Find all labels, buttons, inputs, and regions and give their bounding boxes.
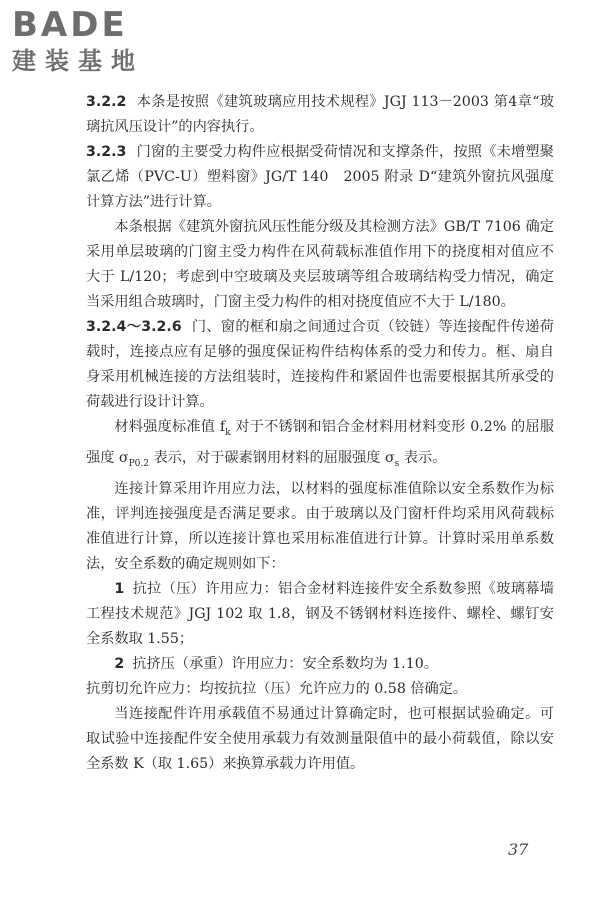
item-text: 抗挤压（承重）许用应力：安全系数均为 1.10。: [132, 655, 438, 672]
page-number: 37: [508, 840, 529, 859]
fk-subscript: k: [225, 427, 231, 438]
section-number: 3.2.2: [86, 94, 127, 110]
logo-text-cn: 建装基地: [12, 47, 144, 75]
bade-logo: [12, 6, 182, 86]
test-paragraph: 当连接配件许用承载值不易通过计算确定时，也可根据试验确定。可取试验中连接配件安全使用承载力有效测量限值中的最小荷载值，除以安全系数 K（取 1.65）来换算承载力许用值。: [86, 705, 554, 772]
section-3-2-4-to-3-2-6: [86, 315, 554, 415]
sigma-p02-subscript: P0.2: [128, 458, 149, 469]
section-text: 门、窗的框和扇之间通过合页（铰链）等连接配件传递荷载时，连接点应有足够的强度保证构件结构体系的受力和传力。框、扇自身采用机械连接的方法组装时，连接构件和紧固件也需要根据其所承受的荷载进行设计计算。: [86, 319, 554, 410]
deflection-paragraph: 本条根据《建筑外窗抗风压性能分级及其检测方法》GB/T 7106 确定采用单层玻璃的门窗主受力构件在风荷载标准值作用下的挠度相对值应不大于 L/120；考虑到中空玻璃及夹层玻璃等组合玻璃结构受力情况，确定当采用组合玻璃时，门窗主受力构件的相对挠度值应不大于 L/180。: [86, 219, 554, 310]
document-body: [86, 90, 554, 777]
item-number: 1: [114, 580, 125, 597]
section-number: 3.2.4～3.2.6: [86, 319, 182, 335]
item-number: 2: [114, 655, 125, 672]
strength-paragraph: 材料强度标准值 $f_k$ 对于不锈钢和铝合金材料用材料变形 0.2% 的屈服强度 $\sigma_{P0.2}$ 表示，对于碳素钢用材料的屈服强度 $\sigma_s$ 表示。: [86, 419, 555, 469]
item-text: 抗拉（压）许用应力：铝合金材料连接件安全系数参照《玻璃幕墙工程技术规范》JGJ 102 取 1.8，钢及不锈钢材料连接件、螺栓、螺钉安全系数取 1.55；: [86, 580, 554, 647]
section-text: 门窗的主要受力构件应根据受荷情况和支撑条件，按照《未增塑聚氯乙烯（PVC-U）塑料窗》JG/T 140 2005 附录 D“建筑外窗抗风强度计算方法”进行计算。: [86, 144, 554, 210]
sigma-s-subscript: s: [394, 458, 400, 469]
section-3-2-3: [86, 140, 554, 215]
logo-text-en: BADE: [12, 5, 128, 45]
section-3-2-2: [86, 90, 554, 140]
rule-item-1: [86, 577, 554, 652]
section-text: 本条是按照《建筑玻璃应用技术规程》JGJ 113－2003 第4章“玻璃抗风压设计”的内容执行。: [86, 94, 554, 135]
section-number: 3.2.3: [86, 144, 127, 160]
shear-paragraph: 抗剪切允许应力：均按抗拉（压）允许应力的 0.58 倍确定。: [86, 680, 468, 697]
allowable-stress-paragraph: 连接计算采用许用应力法，以材料的强度标准值除以安全系数作为标准，评判连接强度是否满足要求。由于玻璃以及门窗杆件均采用风荷载标准值进行计算，所以连接计算也采用标准值进行计算。计算时采用单系数法，安全系数的确定规则如下：: [86, 480, 554, 572]
rule-item-2: [86, 652, 554, 677]
